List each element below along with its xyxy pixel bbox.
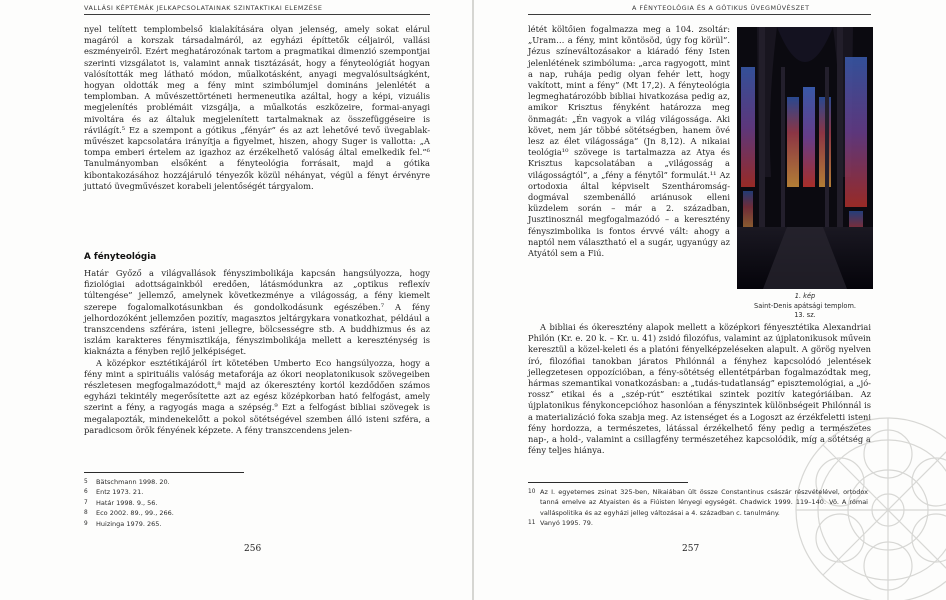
footnote-number: 8 bbox=[84, 510, 88, 517]
left-page bbox=[0, 0, 472, 600]
body-paragraph: A bibliai és ókeresztény alapok mellett a középkori fényesztétika Alexandriai Philón (Kr. e. 20 k. – Kr. u. 41) zsidó filozófus, valamint az újplatonikusok művein keresztül a közel-keleti és a platóni fényelképzeléseken alapult. A görög nyelven író, filozófiai tanokban járatos Philónnál a fényhez kapcsolódó jelentések jellegzetesen oppozícióban, a fény-sötétség ellentétpárban fogalmazódtak meg, hármas szemantikai vonatkozásban: a „tudás-tudatlanság” episztemológiai, a „jó-rossz” etikai és a „szép-rút” esztétikai szintek pozitív kategóriáiban. Az újplatonikus fénykoncepcióhoz hasonlóan a fényszintek különbségeit Philónnál is a materializáció foka szabja meg. Az istenséget és a Logoszt az érzékfeletti isteni fény hordozza, a természetes, látással érzékelhető fény pedig a természetes nap-, a hold-, valamint a csillagfény természetéhez kapcsolódik, míg a sötétség a fény teljes hiánya. bbox=[528, 322, 871, 456]
body-paragraph: Határ Győző a világvallások fényszimbolikája kapcsán hangsúlyozza, hogy fiziológiai adottságainkból eredően, látásmódunkra az „optikus reflexív túltengése” jellemző, amelynek következménye a világosság, a fény kiemelt szerepe fogalomalkotásunkban és gondolkodásunk egészében.⁷ A fény jelhordozóként jellemzően pozitív, magasztos jeltárgykara vonatkozhat, például a transzcendens szférára, isteni jellegre, bölcsességre stb. A buddhizmus és az iszlám karakteres fénymisztikája, fényszimbolikája mellett a kereszténység is kiaknázta a fényben rejlő jelképiséget. bbox=[84, 268, 430, 357]
cathedral-interior-illustration bbox=[737, 27, 873, 289]
footnote bbox=[84, 477, 424, 487]
footnote-text: Vanyó 1995. 79. bbox=[540, 519, 593, 528]
footnote bbox=[528, 487, 868, 518]
running-head-rule-right bbox=[528, 14, 871, 15]
section-heading: A fényteológia bbox=[84, 252, 157, 262]
cathedral-photo bbox=[737, 27, 873, 289]
footnote-number: 6 bbox=[84, 489, 88, 496]
running-head-left: VALLÁSI KÉPTÉMÁK JELKAPCSOLATAINAK SZINTAKTIKAI ELEMZÉSE bbox=[84, 4, 323, 12]
figure-caption bbox=[733, 292, 877, 321]
caption-number: 1. kép bbox=[794, 292, 816, 300]
footnote-rule-left bbox=[84, 472, 244, 473]
footnote-rule-right bbox=[528, 482, 688, 483]
footnote bbox=[84, 519, 424, 529]
left-section-text bbox=[84, 268, 430, 436]
body-paragraph: létét költőien fogalmazza meg a 104. zsoltár: „Uram… a fény, mint köntösöd, úgy fog körül”. Jézus színeváltozásakor a kiáradó fény Isten jelenlétének szimbóluma: „arca ragyogott, mint a nap, ruhája pedig olyan fehér lett, hogy vakított, mint a fény” (Mt 17,2). A fényteológia legmeghatározóbb bibliai hivatkozása pedig az, amikor Krisztus fényként határozza meg önmagát: „Én vagyok a világ világossága. Aki követ, nem jár többé sötétségben, hanem övé lesz az élet világossága” (Jn 8,12). A nikaiai teológia¹⁰ szövege is tartalmazza az Atya és Krisztus kapcsolatában a „világosság a világosságtól”, a „fény a fénytől” formulát.¹¹ Az ortodoxia által képviselt Szentháromság-dogmával szembenálló ariánusok elleni küzdelem során – már a 2. században, Jusztinosznál megfogalmazódó – a keresztény fényszimbolika is fontos érvvé vált: ahogy a naptól nem választható el a sugár, ugyanúgy az Atyától sem a Fiú. bbox=[528, 24, 730, 259]
footnote-number: 7 bbox=[84, 499, 88, 506]
running-head-right: A FÉNYTEOLÓGIA ÉS A GÓTIKUS ÜVEGMŰVÉSZET bbox=[632, 4, 810, 12]
footnote-number: 10 bbox=[528, 489, 536, 495]
footnote bbox=[84, 487, 424, 497]
footnote-text: Az I. egyetemes zsinat 325-ben, Nikaiában ült össze Constantinus császár részvételével, ortodox tanná emelve az Atyaisten és a Fiúisten lényegi egységét. Chadwick 1999. 119–140. Vö. A római valláspolitika és az egyházi jelleg változásai a 4. században c. tanulmány. bbox=[540, 488, 868, 517]
footnote-number: 9 bbox=[84, 520, 88, 527]
caption-century: 13. sz. bbox=[794, 311, 816, 319]
left-main-text bbox=[84, 24, 430, 192]
right-page bbox=[474, 0, 946, 600]
page-number-right: 257 bbox=[682, 544, 700, 554]
footnotes-left bbox=[84, 477, 424, 529]
footnote bbox=[528, 518, 868, 528]
footnote-number: 11 bbox=[528, 520, 536, 527]
footnote-number: 5 bbox=[84, 479, 88, 485]
running-head-rule-left bbox=[84, 14, 430, 15]
footnote-text: Határ 1998. 9., 56. bbox=[96, 498, 158, 507]
footnote-text: Entz 1973. 21. bbox=[96, 488, 144, 497]
footnote-text: Eco 2002. 89., 99., 266. bbox=[96, 509, 174, 518]
body-paragraph: A középkor esztétikájáról írt kötetében Umberto Eco hangsúlyozza, hogy a fény mint a spirituális valóság metaforája az ókori neoplatonikusok szövegeiben részletesen megfogalmazódott,⁸ majd az ókeresztény kortól kezdődően számos egyházi tekintély megerősítette azt az egész középkorban ható felfogást, amely szerint a fény, a ragyogás maga a szépség.⁹ Ezt a felfogást bibliai szövegek is megalapozták, mindenekelőtt a pokol sötétségével szemben álló isteni szféra, a paradicsom örök fényének képzete. A fény transzcendens jelen- bbox=[84, 357, 430, 435]
body-paragraph: nyel telített templombelső kialakítására olyan jelenség, amely sokat elárul magáról a korszak társadalmáról, az egyházi építtetők céljairól, vallási eszményeiről. Ezért meghatározónak tartom a pragmatikai dimenzió szempontjai szerinti vizsgálatot is, valamint annak tisztázását, hogy a fényteológiát hogyan valósították meg látható módon, műalkotásként, anyagi megvalósultságként, hogyan oldották meg a fény mint szimbólumjel domináns jelenlétét a templomban. A művészettörténeti hermeneutika azáltal, hogy a képi, vizuális megjelenítés problémáit vizsgálja, a műalkotás eszközeire, formai-anyagi mivoltára és az általuk megjelenített tartalmaknak az összefüggéseire is rávilágít.⁵ Ez a szempont a gótikus „fényár” és az azt lehetővé tevő üvegablak-művészet kapcsolatára irányítja a figyelmet, hiszen, ahogy Suger is vallotta: „A tompa emberi értelem az igazhoz az érzékelhető valóság által emelkedik fel.”⁶ Tanulmányomban elsőként a fényteológia forrásait, majd a gótika kibontakozásához hozzájáruló tényezők közül néhányat, végül a fényt érvényre juttató üvegművészet korabeli jelentőségét tárgyalom. bbox=[84, 24, 430, 191]
footnote-text: Huizinga 1979. 265. bbox=[96, 519, 162, 528]
footnote bbox=[84, 508, 424, 518]
caption-title: Saint-Denis apátsági templom. bbox=[754, 301, 856, 310]
page-number-left: 256 bbox=[244, 544, 262, 554]
footnotes-right bbox=[528, 487, 868, 529]
footnote bbox=[84, 498, 424, 508]
footnote-text: Bätschmann 1998. 20. bbox=[96, 478, 170, 486]
right-column-text bbox=[528, 24, 730, 259]
